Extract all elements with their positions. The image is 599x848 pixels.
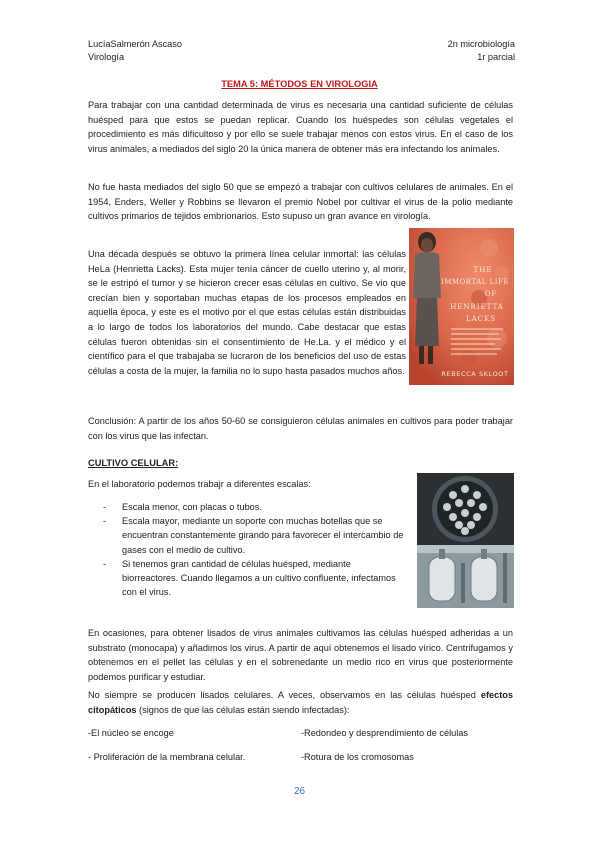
subject-name: Virología (88, 52, 125, 62)
book-title-line2: IMMORTAL LIFE (440, 278, 510, 286)
header-right (448, 38, 515, 64)
paragraph-conclusion: Conclusión: A partir de los años 50-60 se consiguieron células animales en cultivos para poder trabajar con los virus que las infectan. (88, 416, 513, 441)
paragraph-intro: Para trabajar con una cantidad determinada de virus es necesaria una cantidad suficiente de células huésped para que estos se puedan replicar. Cuando los huéspedes son células vegetales el procedimiento es más dificultoso y por ello se suele trabajar menos con estos virus. En el caso de los virus animales, a mediados del siglo 20 la única manera de obtener más era infectando los animales. (88, 100, 513, 154)
page-title: TEMA 5: MÉTODOS EN VIROLOGIA (221, 79, 378, 89)
paragraph-hela: Una década después se obtuvo la primera línea celular inmortal: las células HeLa (Henrietta Lacks). Esta mujer tenía cáncer de cuello uterino y, al morir, se le estripó el tumor y se hicieron crecer esas células en cultivo. Se vio que crecían bien y soportaban muchas etapas de los procesos empleados en aquella época, y este es el motivo por el que estas células están distribuidas a lo largo de todos los laboratorios del mundo. Cabe destacar que estas células fueron obtenidas sin el consentimiento de He.La. y el médico y el científico para el que trabajaba se lucraron de los beneficios del uso de estas células a costa de la mujer, la familia no lo supo hasta pasados muchos años. (88, 249, 406, 376)
header-left (88, 38, 182, 64)
effect-chromosomes: -Rotura de los cromosomas (301, 752, 414, 762)
book-title-line3: OF (484, 290, 498, 298)
book-cover-image (409, 228, 514, 385)
book-title-line5: LACKS (465, 315, 497, 323)
effect-membrane: - Proliferación de la membrana celular. (88, 752, 246, 762)
lab-equipment-image (417, 473, 514, 608)
term-name: 1r parcial (477, 52, 515, 62)
book-title-line1: THE (473, 266, 493, 274)
book-title-line4: HENRIETTA (450, 303, 504, 311)
section-intro: En el laboratorio podemos trabajr a diferentes escalas: (88, 479, 311, 489)
author-name: LucíaSalmerón Ascaso (88, 39, 182, 49)
paragraph-lysates: En ocasiones, para obtener lisados de virus animales cultivamos las células huésped adheridas a un substrato (monocapa) y añadimos los virus. A partir de aquí obtenemos el lisado vírico. Centrifugamos y obtenemos en el pellet las células y en el sobrenedante un medio rico en virus que posteriormente podemos purificar y estudiar. (88, 628, 513, 682)
list-item: - Si tenemos gran cantidad de células huésped, mediante biorreactores. Cuando llegamos a un cultivo confluente, infectamos con el virus. (103, 558, 396, 598)
book-author: REBECCA SKLOOT (441, 370, 509, 378)
course-name: 2n microbiología (447, 39, 515, 49)
list-item: - Escala menor, con placas o tubos. (103, 502, 262, 512)
paragraph-history: No fue hasta mediados del siglo 50 que se empezó a trabajar con cultivos celulares de animales. En el 1954, Enders, Weller y Robbins se llevaron el premio Nobel por cultivar el virus de la polio mediante cultivos primarios de tejidos embrionarios. Esto supuso un gran avance en virología. (88, 182, 513, 222)
list-item: - Escala mayor, mediante un soporte con muchas botellas que se encuentran constantemente girando para favorecer el intercambio de gases con el medio de cultivo. (103, 516, 404, 555)
effect-rounding: -Redondeo y desprendimiento de células (301, 728, 469, 738)
section-title-cultivo: CULTIVO CELULAR: (88, 458, 179, 468)
scales-list (103, 500, 405, 599)
page-number: 26 (293, 786, 306, 797)
paragraph-cytopathic: No siempre se producen lisados celulares. A veces, observamos en las células huésped efectos citopáticos (signos de que las células están siendo infectadas): (88, 690, 513, 715)
effect-nucleus: -El núcleo se encoge (88, 728, 174, 738)
